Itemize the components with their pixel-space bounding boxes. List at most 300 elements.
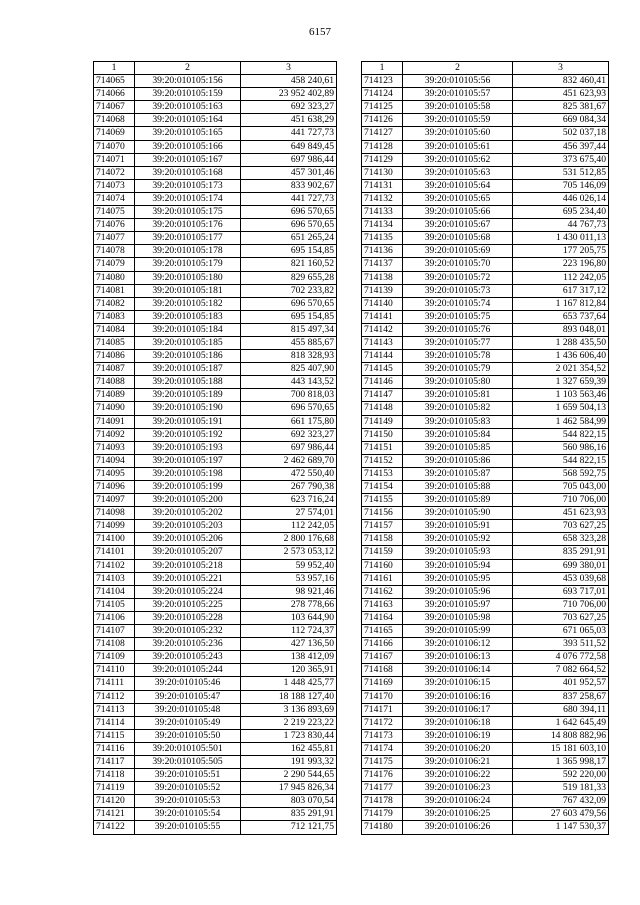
cadastral-number-cell: 39:20:010105:167 [135,153,241,166]
cadastral-number-cell: 39:20:010105:53 [135,795,241,808]
cadastral-number-cell: 39:20:010105:58 [403,101,513,114]
cadastral-number-cell: 39:20:010105:94 [403,559,513,572]
cadastral-number-cell: 39:20:010105:93 [403,546,513,559]
table-row [94,179,337,192]
value-cell: 710 706,00 [513,494,609,507]
cadastral-number-cell: 39:20:010105:49 [135,716,241,729]
cadastral-number-cell: 39:20:010105:82 [403,402,513,415]
table-row [362,520,609,533]
cadastral-number-cell: 39:20:010106:19 [403,729,513,742]
cadastral-number-cell: 39:20:010105:180 [135,271,241,284]
value-cell: 1 327 659,39 [513,376,609,389]
value-cell: 112 724,37 [241,625,337,638]
record-number-cell: 714065 [94,75,135,88]
table-row [94,206,337,219]
table-row [94,729,337,742]
table-row [362,232,609,245]
value-cell: 818 328,93 [241,350,337,363]
record-number-cell: 714171 [362,703,403,716]
record-number-cell: 714136 [362,245,403,258]
value-cell: 120 365,91 [241,664,337,677]
cadastral-number-cell: 39:20:010105:85 [403,441,513,454]
table-row [362,245,609,258]
value-cell: 1 147 530,37 [513,821,609,834]
record-number-cell: 714152 [362,454,403,467]
table-row [362,677,609,690]
value-cell: 695 154,85 [241,310,337,323]
value-cell: 699 380,01 [513,559,609,572]
table-row [94,192,337,205]
record-number-cell: 714078 [94,245,135,258]
value-cell: 617 317,12 [513,284,609,297]
record-number-cell: 714122 [94,821,135,834]
record-number-cell: 714097 [94,494,135,507]
record-number-cell: 714155 [362,494,403,507]
value-cell: 59 952,40 [241,559,337,572]
value-cell: 710 706,00 [513,598,609,611]
cadastral-number-cell: 39:20:010105:90 [403,507,513,520]
record-number-cell: 714119 [94,782,135,795]
cadastral-number-cell: 39:20:010105:200 [135,494,241,507]
cadastral-number-cell: 39:20:010105:207 [135,546,241,559]
value-cell: 44 767,73 [513,219,609,232]
table-row [362,284,609,297]
cadastral-number-cell: 39:20:010105:179 [135,258,241,271]
cadastral-number-cell: 39:20:010105:59 [403,114,513,127]
table-row [94,481,337,494]
table-row [94,494,337,507]
value-cell: 623 716,24 [241,494,337,507]
table-row [362,598,609,611]
value-cell: 4 076 772,58 [513,651,609,664]
value-cell: 1 436 606,40 [513,350,609,363]
cadastral-number-cell: 39:20:010105:197 [135,454,241,467]
table-row [362,611,609,624]
table-row [94,507,337,520]
value-cell: 696 570,65 [241,402,337,415]
table-row [362,271,609,284]
value-cell: 18 188 127,40 [241,690,337,703]
table-row [362,88,609,101]
value-cell: 451 623,93 [513,507,609,520]
cadastral-number-cell: 39:20:010105:159 [135,88,241,101]
table-row [362,546,609,559]
value-cell: 458 240,61 [241,75,337,88]
record-number-cell: 714089 [94,389,135,402]
cadastral-number-cell: 39:20:010105:178 [135,245,241,258]
record-number-cell: 714164 [362,611,403,624]
record-number-cell: 714117 [94,755,135,768]
record-number-cell: 714132 [362,192,403,205]
cadastral-number-cell: 39:20:010105:193 [135,441,241,454]
record-number-cell: 714079 [94,258,135,271]
value-cell: 703 627,25 [513,611,609,624]
column-header: 1 [94,62,135,75]
cadastral-number-cell: 39:20:010105:98 [403,611,513,624]
record-number-cell: 714103 [94,572,135,585]
record-number-cell: 714123 [362,75,403,88]
table-row [362,795,609,808]
table-row [362,75,609,88]
cadastral-number-cell: 39:20:010105:175 [135,206,241,219]
value-cell: 27 603 479,56 [513,808,609,821]
record-number-cell: 714162 [362,585,403,598]
value-cell: 446 026,14 [513,192,609,205]
value-cell: 17 945 826,34 [241,782,337,795]
table-row [362,192,609,205]
table-row [362,323,609,336]
record-number-cell: 714126 [362,114,403,127]
cadastral-number-cell: 39:20:010105:95 [403,572,513,585]
table-row [362,101,609,114]
cadastral-number-cell: 39:20:010105:187 [135,363,241,376]
cadastral-number-cell: 39:20:010106:13 [403,651,513,664]
cadastral-number-cell: 39:20:010106:15 [403,677,513,690]
record-number-cell: 714143 [362,336,403,349]
table-row [362,507,609,520]
cadastral-number-cell: 39:20:010105:206 [135,533,241,546]
record-number-cell: 714146 [362,376,403,389]
cadastral-number-cell: 39:20:010105:69 [403,245,513,258]
record-number-cell: 714082 [94,297,135,310]
cadastral-number-cell: 39:20:010105:78 [403,350,513,363]
value-cell: 15 181 603,10 [513,742,609,755]
cadastral-number-cell: 39:20:010105:181 [135,284,241,297]
record-number-cell: 714094 [94,454,135,467]
value-cell: 3 136 893,69 [241,703,337,716]
record-number-cell: 714104 [94,585,135,598]
value-cell: 700 818,03 [241,389,337,402]
table-row [94,690,337,703]
cadastral-number-cell: 39:20:010105:96 [403,585,513,598]
cadastral-number-cell: 39:20:010105:51 [135,769,241,782]
record-number-cell: 714156 [362,507,403,520]
value-cell: 472 550,40 [241,467,337,480]
record-number-cell: 714149 [362,415,403,428]
cadastral-number-cell: 39:20:010105:177 [135,232,241,245]
table-row [362,716,609,729]
value-cell: 696 570,65 [241,206,337,219]
record-number-cell: 714163 [362,598,403,611]
value-cell: 1 448 425,77 [241,677,337,690]
value-cell: 531 512,85 [513,166,609,179]
value-cell: 702 233,82 [241,284,337,297]
table-row [94,703,337,716]
value-cell: 661 175,80 [241,415,337,428]
record-number-cell: 714138 [362,271,403,284]
value-cell: 2 021 354,52 [513,363,609,376]
record-number-cell: 714170 [362,690,403,703]
record-number-cell: 714093 [94,441,135,454]
record-number-cell: 714071 [94,153,135,166]
value-cell: 705 043,00 [513,481,609,494]
cadastral-number-cell: 39:20:010105:228 [135,611,241,624]
record-number-cell: 714139 [362,284,403,297]
table-row [94,140,337,153]
table-row [94,75,337,88]
table-row [362,559,609,572]
value-cell: 1 430 011,13 [513,232,609,245]
record-number-cell: 714111 [94,677,135,690]
record-number-cell: 714099 [94,520,135,533]
record-number-cell: 714151 [362,441,403,454]
value-cell: 680 394,11 [513,703,609,716]
table-row [94,284,337,297]
value-cell: 267 790,38 [241,481,337,494]
table-row [94,625,337,638]
record-number-cell: 714173 [362,729,403,742]
value-cell: 703 627,25 [513,520,609,533]
cadastral-number-cell: 39:20:010106:25 [403,808,513,821]
table-row [94,638,337,651]
cadastral-number-cell: 39:20:010106:16 [403,690,513,703]
cadastral-number-cell: 39:20:010105:89 [403,494,513,507]
record-number-cell: 714137 [362,258,403,271]
cadastral-number-cell: 39:20:010105:86 [403,454,513,467]
record-number-cell: 714133 [362,206,403,219]
record-number-cell: 714121 [94,808,135,821]
cadastral-number-cell: 39:20:010105:166 [135,140,241,153]
column-header: 3 [241,62,337,75]
cadastral-number-cell: 39:20:010105:188 [135,376,241,389]
value-cell: 712 121,75 [241,821,337,834]
value-cell: 443 143,52 [241,376,337,389]
cadastral-number-cell: 39:20:010105:65 [403,192,513,205]
table-row [362,258,609,271]
record-number-cell: 714127 [362,127,403,140]
cadastral-number-cell: 39:20:010105:73 [403,284,513,297]
cadastral-number-cell: 39:20:010105:88 [403,481,513,494]
table-row [94,598,337,611]
table-row [362,402,609,415]
table-row [362,585,609,598]
cadastral-number-cell: 39:20:010106:21 [403,755,513,768]
cadastral-number-cell: 39:20:010105:164 [135,114,241,127]
record-number-cell: 714090 [94,402,135,415]
value-cell: 767 432,09 [513,795,609,808]
table-row [94,376,337,389]
cadastral-number-cell: 39:20:010105:77 [403,336,513,349]
table-row [94,611,337,624]
table-row [94,782,337,795]
value-cell: 1 167 812,84 [513,297,609,310]
table-row [362,415,609,428]
table-row [362,625,609,638]
cadastral-number-cell: 39:20:010106:12 [403,638,513,651]
table-row [94,336,337,349]
column-header: 2 [135,62,241,75]
cadastral-number-cell: 39:20:010105:63 [403,166,513,179]
record-number-cell: 714160 [362,559,403,572]
cadastral-number-cell: 39:20:010105:55 [135,821,241,834]
value-cell: 651 265,24 [241,232,337,245]
record-number-cell: 714161 [362,572,403,585]
cadastral-number-cell: 39:20:010105:224 [135,585,241,598]
cadastral-number-cell: 39:20:010105:48 [135,703,241,716]
value-cell: 697 986,44 [241,441,337,454]
value-cell: 544 822,15 [513,454,609,467]
value-cell: 653 737,64 [513,310,609,323]
table-row [94,415,337,428]
value-cell: 825 407,90 [241,363,337,376]
cadastral-number-cell: 39:20:010105:165 [135,127,241,140]
value-cell: 692 323,27 [241,101,337,114]
value-cell: 1 103 563,46 [513,389,609,402]
record-number-cell: 714175 [362,755,403,768]
value-cell: 519 181,33 [513,782,609,795]
record-number-cell: 714077 [94,232,135,245]
cadastral-number-cell: 39:20:010106:22 [403,769,513,782]
value-cell: 649 849,45 [241,140,337,153]
table-row [94,310,337,323]
cadastral-number-cell: 39:20:010105:72 [403,271,513,284]
record-number-cell: 714088 [94,376,135,389]
record-number-cell: 714114 [94,716,135,729]
table-row [362,481,609,494]
cadastral-number-cell: 39:20:010105:62 [403,153,513,166]
table-row [94,742,337,755]
table-header-row [362,62,609,75]
record-number-cell: 714086 [94,350,135,363]
value-cell: 833 902,67 [241,179,337,192]
table-row [94,651,337,664]
column-header: 3 [513,62,609,75]
cadastral-number-cell: 39:20:010106:17 [403,703,513,716]
value-cell: 162 455,81 [241,742,337,755]
value-cell: 821 160,52 [241,258,337,271]
cadastral-number-cell: 39:20:010105:173 [135,179,241,192]
record-number-cell: 714105 [94,598,135,611]
table-row [94,585,337,598]
cadastral-number-cell: 39:20:010105:70 [403,258,513,271]
cadastral-number-cell: 39:20:010105:203 [135,520,241,533]
table-row [362,729,609,742]
table-row [94,297,337,310]
value-cell: 23 952 402,89 [241,88,337,101]
table-row [362,114,609,127]
table-row [94,821,337,834]
table-row [94,795,337,808]
table-row [362,703,609,716]
cadastral-number-cell: 39:20:010105:156 [135,75,241,88]
record-number-cell: 714066 [94,88,135,101]
value-cell: 705 146,09 [513,179,609,192]
value-cell: 373 675,40 [513,153,609,166]
record-number-cell: 714106 [94,611,135,624]
cadastral-number-cell: 39:20:010105:186 [135,350,241,363]
cadastral-number-cell: 39:20:010105:66 [403,206,513,219]
value-cell: 2 800 176,68 [241,533,337,546]
cadastral-number-cell: 39:20:010105:198 [135,467,241,480]
value-cell: 456 397,44 [513,140,609,153]
cadastral-number-cell: 39:20:010105:91 [403,520,513,533]
value-cell: 457 301,46 [241,166,337,179]
value-cell: 1 288 435,50 [513,336,609,349]
table-row [362,742,609,755]
table-row [94,153,337,166]
value-cell: 829 655,28 [241,271,337,284]
value-cell: 671 065,03 [513,625,609,638]
cadastral-number-cell: 39:20:010105:56 [403,75,513,88]
table-row [94,454,337,467]
value-cell: 191 993,32 [241,755,337,768]
table-row [362,808,609,821]
table-row [362,755,609,768]
column-header: 1 [362,62,403,75]
value-cell: 453 039,68 [513,572,609,585]
record-number-cell: 714144 [362,350,403,363]
value-cell: 7 082 664,52 [513,664,609,677]
cadastral-number-cell: 39:20:010105:47 [135,690,241,703]
table-row [94,716,337,729]
table-row [362,782,609,795]
value-cell: 693 717,01 [513,585,609,598]
table-row [94,808,337,821]
table-row [94,755,337,768]
table-row [94,219,337,232]
table-row [362,219,609,232]
cadastral-number-cell: 39:20:010105:68 [403,232,513,245]
table-row [94,559,337,572]
value-cell: 138 412,09 [241,651,337,664]
value-cell: 401 952,57 [513,677,609,690]
record-number-cell: 714069 [94,127,135,140]
value-cell: 427 136,50 [241,638,337,651]
table-row [362,651,609,664]
cadastral-number-cell: 39:20:010105:92 [403,533,513,546]
record-number-cell: 714177 [362,782,403,795]
table-row [94,389,337,402]
record-number-cell: 714153 [362,467,403,480]
value-cell: 103 644,90 [241,611,337,624]
record-number-cell: 714067 [94,101,135,114]
value-cell: 451 623,93 [513,88,609,101]
record-number-cell: 714166 [362,638,403,651]
record-number-cell: 714113 [94,703,135,716]
record-number-cell: 714179 [362,808,403,821]
cadastral-number-cell: 39:20:010105:225 [135,598,241,611]
cadastral-number-cell: 39:20:010105:243 [135,651,241,664]
record-number-cell: 714176 [362,769,403,782]
value-cell: 544 822,15 [513,428,609,441]
value-cell: 27 574,01 [241,507,337,520]
cadastral-number-cell: 39:20:010105:76 [403,323,513,336]
value-cell: 98 921,46 [241,585,337,598]
record-number-cell: 714116 [94,742,135,755]
record-number-cell: 714100 [94,533,135,546]
record-number-cell: 714158 [362,533,403,546]
right-table [361,61,609,835]
cadastral-number-cell: 39:20:010106:23 [403,782,513,795]
cadastral-number-cell: 39:20:010105:218 [135,559,241,572]
record-number-cell: 714168 [362,664,403,677]
record-number-cell: 714096 [94,481,135,494]
record-number-cell: 714070 [94,140,135,153]
table-row [362,310,609,323]
table-row [362,127,609,140]
value-cell: 695 234,40 [513,206,609,219]
record-number-cell: 714141 [362,310,403,323]
cadastral-number-cell: 39:20:010106:24 [403,795,513,808]
cadastral-number-cell: 39:20:010105:80 [403,376,513,389]
cadastral-number-cell: 39:20:010105:189 [135,389,241,402]
record-number-cell: 714085 [94,336,135,349]
table-row [94,350,337,363]
value-cell: 177 205,75 [513,245,609,258]
cadastral-number-cell: 39:20:010105:232 [135,625,241,638]
value-cell: 697 986,44 [241,153,337,166]
cadastral-number-cell: 39:20:010105:191 [135,415,241,428]
